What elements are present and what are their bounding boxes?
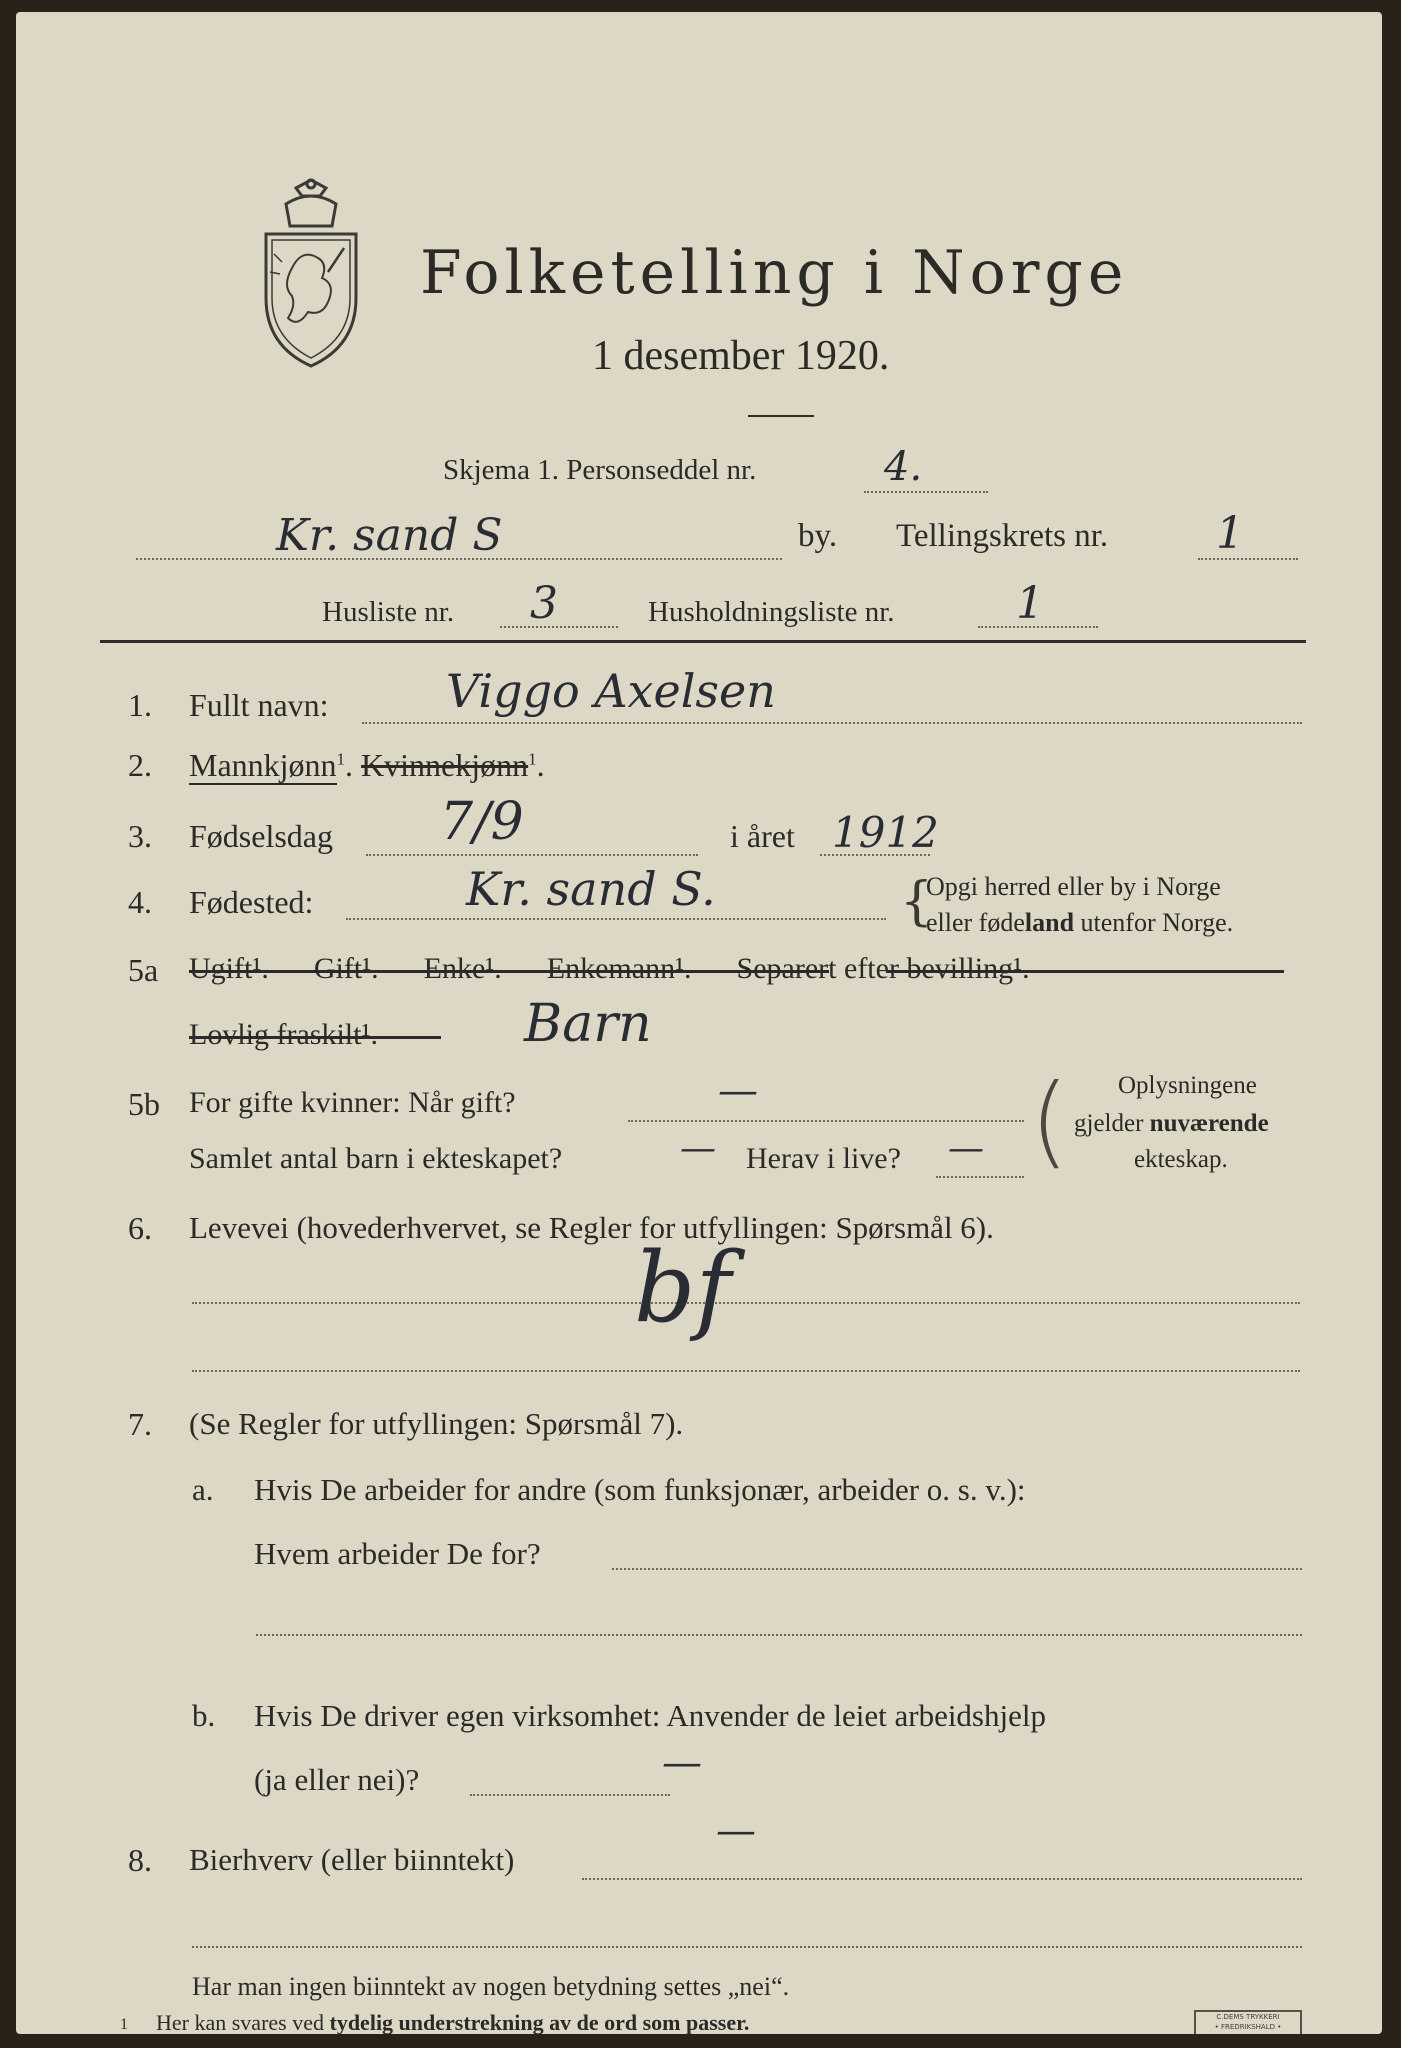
q7a-dots-1 [612, 1568, 1302, 1570]
q3-year-label: i året [730, 818, 795, 854]
q5a-number: 5a [128, 952, 159, 988]
female-option: Kvinnekjønn [361, 747, 529, 783]
schema-value: 4. [884, 444, 923, 490]
form-title: Folketelling i Norge [420, 238, 1129, 308]
q5b-dots-1 [628, 1120, 1024, 1122]
q7b-label-1: Hvis De driver egen virksomhet: Anvender de leiet arbeidshjelp [254, 1698, 1046, 1733]
children-total-value: — [680, 1128, 716, 1169]
city-suffix: by. [798, 518, 838, 554]
male-option: Mannkjønn [189, 747, 337, 783]
q5b-label-1: For gifte kvinner: Når gift? [189, 1086, 516, 1119]
norway-coat-of-arms-icon [252, 178, 370, 370]
q4-brace: { [900, 872, 934, 932]
divorced-option: Lovlig fraskilt¹. [189, 1018, 378, 1051]
q3-number: 3. [128, 818, 152, 854]
q1-number: 1. [128, 687, 152, 723]
q5b-label-3: Herav i live? [746, 1142, 901, 1175]
q5b-number: 5b [128, 1086, 160, 1122]
city-value: Kr. sand S [276, 510, 503, 561]
q2-number: 2. [128, 747, 152, 783]
q1-label: Fullt navn: [189, 687, 329, 723]
q3-label: Fødselsdag [189, 818, 333, 854]
birth-year-value: 1912 [832, 808, 939, 857]
husliste-label: Husliste nr. [322, 596, 455, 628]
q5b-label-2: Samlet antal barn i ekteskapet? [189, 1142, 563, 1175]
q8-number: 8. [128, 1842, 152, 1878]
census-form-sheet [16, 12, 1382, 2034]
q8-label: Bierhverv (eller biinntekt) [189, 1842, 515, 1877]
footnote-text: Her kan svares ved tydelig understrekning av de ord som passer. [156, 2010, 750, 2034]
q4-dots [346, 918, 886, 920]
q1-dots [362, 722, 1302, 724]
footnote-mark: 1 [120, 2016, 128, 2033]
married-when-value: — [718, 1068, 758, 1114]
birthday-value: 7/9 [440, 792, 524, 852]
q6-label: Levevei (hovederhvervet, se Regler for utfyllingen: Spørsmål 6). [189, 1210, 994, 1245]
income-note: Har man ingen biinntekt av nogen betydning settes „nei“. [192, 1972, 790, 2001]
q7b-letter: b. [192, 1698, 216, 1733]
husliste-value: 3 [530, 578, 558, 629]
q5b-dots-3 [936, 1176, 1024, 1178]
q7a-letter: a. [192, 1472, 214, 1507]
q4-note-2: eller fødeland utenfor Norge. [926, 908, 1234, 937]
city-dots [136, 558, 782, 560]
q8-dots-2 [192, 1946, 1302, 1948]
q6-dots-2 [192, 1370, 1300, 1372]
header-divider [100, 640, 1306, 643]
krets-value: 1 [1216, 508, 1244, 559]
q5b-note-1: Oplysningene [1118, 1072, 1257, 1099]
full-name-value: Viggo Axelsen [446, 664, 776, 718]
husliste-dots [500, 626, 618, 628]
q7b-label-2: (ja eller nei)? [254, 1762, 420, 1797]
schema-dots [864, 491, 988, 493]
q7b-dots [470, 1794, 670, 1796]
schema-label: Skjema 1. Personseddel nr. [443, 454, 757, 486]
q5b-note-3: ekteskap. [1134, 1146, 1228, 1173]
hired-help-value: — [662, 1740, 702, 1786]
marital-value: Barn [524, 994, 652, 1054]
q7-label: (Se Regler for utfyllingen: Spørsmål 7). [189, 1406, 684, 1441]
q6-number: 6. [128, 1210, 152, 1246]
q4-note-1: Opgi herred eller by i Norge [926, 872, 1221, 901]
birthplace-value: Kr. sand S. [466, 862, 716, 916]
husholdning-value: 1 [1016, 578, 1044, 629]
husholdning-label: Husholdningsliste nr. [648, 596, 895, 628]
marital-strike-1 [189, 970, 829, 973]
sex-options: Mannkjønn$^1$. Kvinnekjønn$^1$. [189, 747, 545, 783]
q5b-note-2: gjelder nuværende [1074, 1110, 1269, 1137]
q7a-dots-2 [256, 1634, 1302, 1636]
q7a-label-2: Hvem arbeider De for? [254, 1536, 541, 1571]
marital-options: Ugift¹. — Gift¹. — Enke¹. — Enkemann¹. — Separert efter bevilling¹. — [189, 952, 1068, 985]
title-divider [748, 415, 814, 417]
secondary-income-value: — [716, 1808, 756, 1854]
marital-strike-2 [886, 970, 1284, 973]
printer-stamp: C.DEMS TRYKKERI • FREDRIKSHALD • [1194, 2010, 1302, 2034]
q7-number: 7. [128, 1406, 152, 1442]
krets-dots [1198, 558, 1298, 560]
q5b-brace: ( [1030, 1062, 1070, 1179]
krets-label: Tellingskrets nr. [896, 518, 1109, 554]
q3-dots [366, 854, 698, 856]
q6-dots-1 [192, 1302, 1300, 1304]
q4-number: 4. [128, 884, 152, 920]
census-date: 1 desember 1920. [592, 333, 890, 379]
divorced-strike [189, 1036, 441, 1039]
occupation-value: bf [634, 1232, 731, 1344]
q4-label: Fødested: [189, 884, 314, 920]
q8-dots-1 [582, 1878, 1302, 1880]
q7a-label-1: Hvis De arbeider for andre (som funksjonær, arbeider o. s. v.): [254, 1472, 1026, 1507]
children-alive-value: — [948, 1128, 984, 1169]
